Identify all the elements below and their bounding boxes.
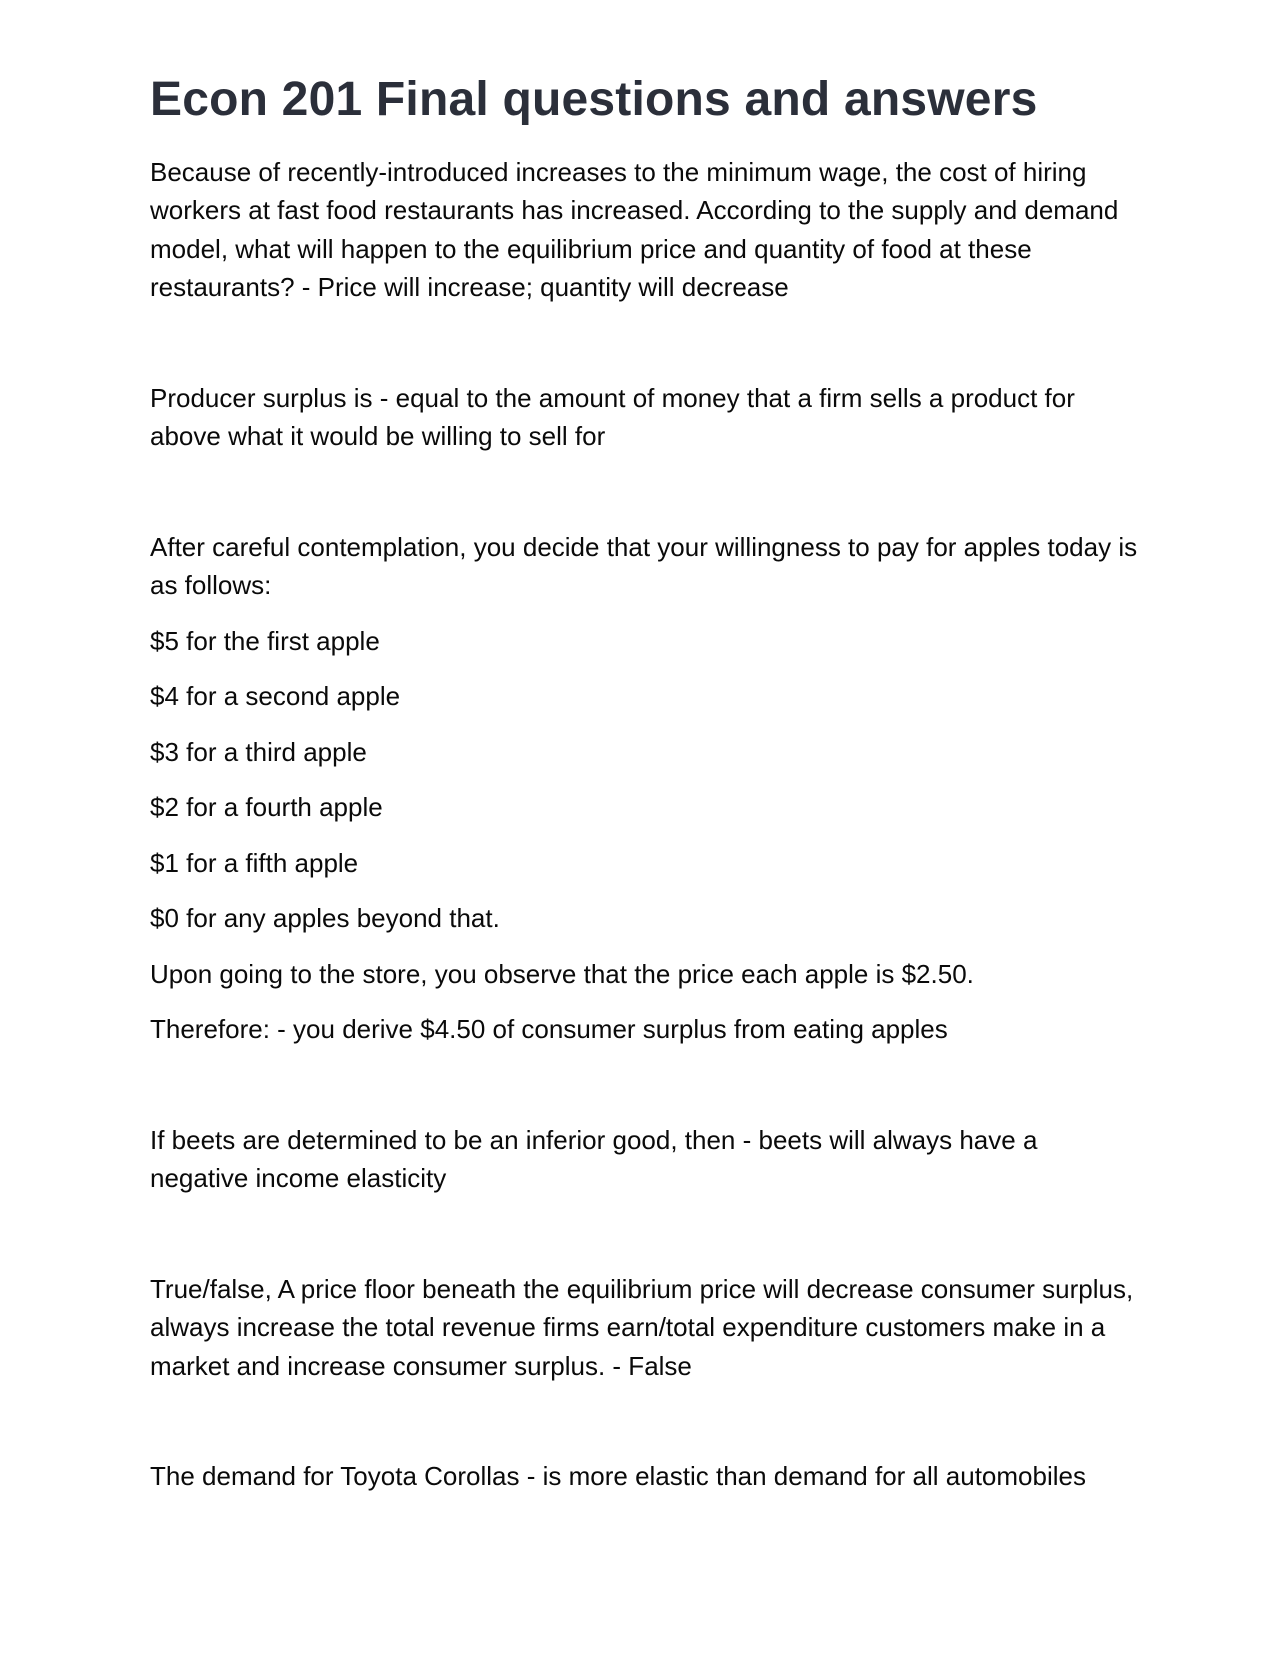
apple-answer: Therefore: - you derive $4.50 of consumer surplus from eating apples	[150, 1014, 948, 1045]
qa-producer-surplus: Producer surplus is - equal to the amount of money that a firm sells a product for above what it would be willing to sell for	[150, 382, 1075, 452]
apple-observation: Upon going to the store, you observe that the price each apple is $2.50.	[150, 958, 974, 989]
qa-price-floor: True/false, A price floor beneath the equilibrium price will decrease consumer surplus, always increase the total revenue firms earn/total expenditure customers make in a market and increase consumer surplus. - False	[150, 1273, 1134, 1381]
qa-minimum-wage: Because of recently-introduced increases to the minimum wage, the cost of hiring workers at fast food restaurants has increased. According to the supply and demand model, what will happen to the equilibrium price and quantity of food at these restaurants? - Price will increase; quantity will decrease	[150, 156, 1119, 303]
qa-toyota-corollas: The demand for Toyota Corollas - is more elastic than demand for all automobiles	[150, 1461, 1086, 1492]
apple-line-1: $5 for the first apple	[150, 625, 380, 656]
qa-apples-intro: After careful contemplation, you decide that your willingness to pay for apples today is as follows:	[150, 531, 1138, 601]
apple-line-4: $2 for a fourth apple	[150, 792, 383, 823]
spacer	[150, 456, 1140, 528]
apple-line-3: $3 for a third apple	[150, 736, 367, 767]
spacer	[150, 1385, 1140, 1457]
spacer	[150, 307, 1140, 379]
apple-line-5: $1 for a fifth apple	[150, 847, 359, 878]
document-title: Econ 201 Final questions and answers	[150, 73, 1038, 126]
spacer	[150, 1049, 1140, 1121]
qa-inferior-good: If beets are determined to be an inferior good, then - beets will always have a negative income elasticity	[150, 1124, 1038, 1194]
spacer	[150, 1198, 1140, 1270]
apple-line-6: $0 for any apples beyond that.	[150, 903, 500, 934]
apple-line-2: $4 for a second apple	[150, 681, 401, 712]
document-page	[150, 74, 1140, 1496]
